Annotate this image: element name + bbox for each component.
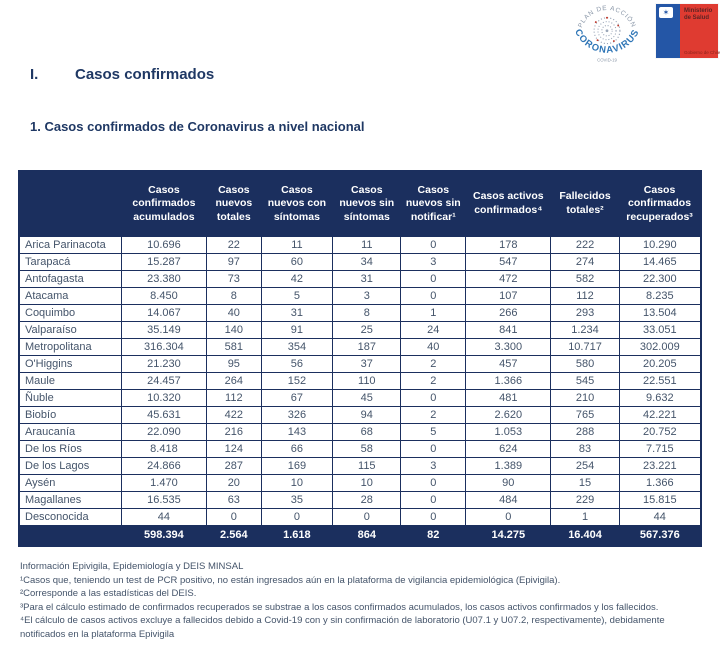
cell-value: 67 <box>261 390 333 407</box>
cell-value: 31 <box>333 271 401 288</box>
table-row <box>19 390 701 407</box>
cell-value: 44 <box>121 509 206 526</box>
cell-value: 484 <box>466 492 551 509</box>
cell-value: 152 <box>261 373 333 390</box>
cell-value: 35.149 <box>121 322 206 339</box>
virus-center-dot <box>606 29 609 32</box>
logo-arc-bottom-text: CORONAVIRUS <box>572 27 642 56</box>
table-row <box>19 237 701 254</box>
cell-value: 316.304 <box>121 339 206 356</box>
cell-value: 0 <box>466 509 551 526</box>
cell-value: 1.366 <box>466 373 551 390</box>
cell-value: 73 <box>207 271 262 288</box>
section-number: I. <box>30 66 39 83</box>
region-name: Coquimbo <box>19 305 121 322</box>
cell-value: 28 <box>333 492 401 509</box>
cell-value: 112 <box>207 390 262 407</box>
cell-value: 24 <box>401 322 466 339</box>
table-row <box>19 475 701 492</box>
table-row <box>19 356 701 373</box>
region-name: De los Lagos <box>19 458 121 475</box>
table-row <box>19 305 701 322</box>
cell-value: 841 <box>466 322 551 339</box>
virus-red-dot <box>606 17 608 19</box>
cell-value: 582 <box>551 271 619 288</box>
header-logos <box>563 4 718 66</box>
cell-value: 8.418 <box>121 441 206 458</box>
cell-value: 60 <box>261 254 333 271</box>
cell-value: 3 <box>401 458 466 475</box>
cell-value: 472 <box>466 271 551 288</box>
cell-value: 567.376 <box>619 526 701 547</box>
cell-value: 35 <box>261 492 333 509</box>
cell-value: 44 <box>619 509 701 526</box>
region-name: Biobío <box>19 407 121 424</box>
government-name: Gobierno de Chile <box>684 50 720 55</box>
region-name: Ñuble <box>19 390 121 407</box>
cell-value: 0 <box>207 509 262 526</box>
table-footer <box>19 526 701 547</box>
cell-value: 115 <box>333 458 401 475</box>
table-row <box>19 373 701 390</box>
virus-red-dot <box>597 39 599 41</box>
column-header-confirmados-acumulados: Casos confirmados acumulados <box>121 171 206 237</box>
cell-value: 2 <box>401 373 466 390</box>
region-name: Valparaíso <box>19 322 121 339</box>
cell-value: 3 <box>401 254 466 271</box>
ministry-name: Ministerio de Salud <box>684 8 713 21</box>
cell-value: 112 <box>551 288 619 305</box>
cell-value: 22.551 <box>619 373 701 390</box>
table-row <box>19 492 701 509</box>
cell-value: 288 <box>551 424 619 441</box>
table-row <box>19 509 701 526</box>
cell-value: 765 <box>551 407 619 424</box>
cell-value: 22.300 <box>619 271 701 288</box>
region-name: Tarapacá <box>19 254 121 271</box>
cell-value: 23.380 <box>121 271 206 288</box>
table-row <box>19 458 701 475</box>
column-header-nuevos-con-sintomas: Casos nuevos con síntomas <box>261 171 333 237</box>
cell-value: 97 <box>207 254 262 271</box>
cell-value: 1.618 <box>261 526 333 547</box>
cell-value: 624 <box>466 441 551 458</box>
cell-value: 140 <box>207 322 262 339</box>
cell-value: 274 <box>551 254 619 271</box>
cell-value: 14.067 <box>121 305 206 322</box>
cell-value: 187 <box>333 339 401 356</box>
cell-value: 8.235 <box>619 288 701 305</box>
region-name: Metropolitana <box>19 339 121 356</box>
cell-value: 107 <box>466 288 551 305</box>
cell-value: 56 <box>261 356 333 373</box>
cell-value: 22.090 <box>121 424 206 441</box>
total-row <box>19 526 701 547</box>
column-header-nuevos-totales: Casos nuevos totales <box>207 171 262 237</box>
cell-value: 10.290 <box>619 237 701 254</box>
cell-value: 0 <box>401 441 466 458</box>
cell-value: 68 <box>333 424 401 441</box>
footnote-1: ¹Casos que, teniendo un test de PCR positivo, no están ingresados aún en la plataforma de vigilancia epidemiológica (Epivigila). <box>20 574 561 586</box>
cell-value: 1 <box>401 305 466 322</box>
cell-value: 354 <box>261 339 333 356</box>
ministerio-salud-logo <box>656 4 718 58</box>
cell-value: 0 <box>261 509 333 526</box>
cell-value: 287 <box>207 458 262 475</box>
cell-value: 1.389 <box>466 458 551 475</box>
column-header-nuevos-sin-sintomas: Casos nuevos sin síntomas <box>333 171 401 237</box>
column-header-region <box>19 171 121 237</box>
region-name: Aysén <box>19 475 121 492</box>
cell-value: 34 <box>333 254 401 271</box>
virus-red-dot <box>613 40 615 42</box>
cell-value: 169 <box>261 458 333 475</box>
cell-value: 20 <box>207 475 262 492</box>
cell-value: 45.631 <box>121 407 206 424</box>
table-row <box>19 441 701 458</box>
cell-value: 83 <box>551 441 619 458</box>
cell-value: 110 <box>333 373 401 390</box>
table-row <box>19 407 701 424</box>
cell-value: 254 <box>551 458 619 475</box>
cell-value: 5 <box>401 424 466 441</box>
virus-red-dot <box>617 25 619 27</box>
cell-value: 1.366 <box>619 475 701 492</box>
cell-value: 10.696 <box>121 237 206 254</box>
cell-value: 14.275 <box>466 526 551 547</box>
virus-red-dot <box>595 21 597 23</box>
cell-value: 1.234 <box>551 322 619 339</box>
cell-value: 20.752 <box>619 424 701 441</box>
cell-value: 8 <box>207 288 262 305</box>
cell-value: 0 <box>401 390 466 407</box>
cell-value: 22 <box>207 237 262 254</box>
logo-covid19-caption: COVID-19 <box>597 57 617 63</box>
cell-value: 216 <box>207 424 262 441</box>
cell-value: 15.815 <box>619 492 701 509</box>
table-row <box>19 288 701 305</box>
cell-value: 124 <box>207 441 262 458</box>
cell-value: 15.287 <box>121 254 206 271</box>
footnote-source: Información Epivigila, Epidemiología y DEIS MINSAL <box>20 561 244 572</box>
region-name: Desconocida <box>19 509 121 526</box>
footnote-2: ²Corresponde a las estadísticas del DEIS. <box>20 588 197 599</box>
cell-value: 14.465 <box>619 254 701 271</box>
cell-value: 229 <box>551 492 619 509</box>
cell-value: 91 <box>261 322 333 339</box>
region-name: Maule <box>19 373 121 390</box>
cell-value: 302.009 <box>619 339 701 356</box>
footnote-4: ⁴El cálculo de casos activos excluye a fallecidos debido a Covid-19 con y sin confirmación de laboratorio (U07.1 y U07.2, respectivamente), debidamente notificados en la plataforma Epivigila <box>20 615 665 640</box>
cell-value: 3.300 <box>466 339 551 356</box>
cell-value: 66 <box>261 441 333 458</box>
cell-value: 222 <box>551 237 619 254</box>
region-name: Arica Parinacota <box>19 237 121 254</box>
column-header-nuevos-sin-notificar: Casos nuevos sin notificar¹ <box>401 171 466 237</box>
table-row <box>19 254 701 271</box>
logo-arc-top-text: PLAN DE ACCIÓN <box>577 4 637 29</box>
cell-value: 11 <box>333 237 401 254</box>
cell-value: 457 <box>466 356 551 373</box>
region-name: Atacama <box>19 288 121 305</box>
cell-value: 8.450 <box>121 288 206 305</box>
cell-value: 1 <box>551 509 619 526</box>
cell-value: 0 <box>401 509 466 526</box>
footnotes <box>20 560 704 641</box>
ministry-logo-blue-field <box>656 4 680 58</box>
cell-value: 24.457 <box>121 373 206 390</box>
cell-value: 0 <box>333 509 401 526</box>
column-header-activos-confirmados: Casos activos confirmados⁴ <box>466 171 551 237</box>
region-name: Antofagasta <box>19 271 121 288</box>
column-header-fallecidos-totales: Fallecidos totales² <box>551 171 619 237</box>
cell-value: 25 <box>333 322 401 339</box>
cell-value: 5 <box>261 288 333 305</box>
cell-value: 2 <box>401 356 466 373</box>
table-header-row <box>19 171 701 237</box>
cell-value: 82 <box>401 526 466 547</box>
cell-value: 0 <box>401 288 466 305</box>
cases-table <box>18 170 702 547</box>
cell-value: 0 <box>401 237 466 254</box>
cell-value: 0 <box>401 475 466 492</box>
cell-value: 21.230 <box>121 356 206 373</box>
cell-value: 293 <box>551 305 619 322</box>
section-heading <box>30 66 630 83</box>
cell-value: 580 <box>551 356 619 373</box>
cell-value: 42 <box>261 271 333 288</box>
cell-value: 143 <box>261 424 333 441</box>
cell-value: 10 <box>261 475 333 492</box>
cell-value: 45 <box>333 390 401 407</box>
cell-value: 547 <box>466 254 551 271</box>
table-row <box>19 271 701 288</box>
cell-value: 10.717 <box>551 339 619 356</box>
cell-value: 545 <box>551 373 619 390</box>
cell-value: 42.221 <box>619 407 701 424</box>
cell-value: 33.051 <box>619 322 701 339</box>
cell-value: 864 <box>333 526 401 547</box>
cell-value: 94 <box>333 407 401 424</box>
cell-value: 598.394 <box>121 526 206 547</box>
cell-value: 422 <box>207 407 262 424</box>
region-name: De los Ríos <box>19 441 121 458</box>
cell-value: 31 <box>261 305 333 322</box>
cell-value: 10 <box>333 475 401 492</box>
cell-value: 40 <box>401 339 466 356</box>
region-name: O'Higgins <box>19 356 121 373</box>
cell-value: 210 <box>551 390 619 407</box>
region-name: Magallanes <box>19 492 121 509</box>
cell-value: 8 <box>333 305 401 322</box>
table-row <box>19 322 701 339</box>
plan-accion-coronavirus-logo <box>563 4 651 66</box>
cell-value: 24.866 <box>121 458 206 475</box>
cell-value: 16.404 <box>551 526 619 547</box>
cell-value: 326 <box>261 407 333 424</box>
cell-value: 9.632 <box>619 390 701 407</box>
cell-value: 7.715 <box>619 441 701 458</box>
cell-value: 481 <box>466 390 551 407</box>
cell-value: 0 <box>401 271 466 288</box>
cell-value: 266 <box>466 305 551 322</box>
table-body <box>19 237 701 526</box>
cell-value: 95 <box>207 356 262 373</box>
region-name: Araucanía <box>19 424 121 441</box>
ministry-logo-red-field <box>680 4 718 58</box>
cell-value: 1.053 <box>466 424 551 441</box>
cell-value: 23.221 <box>619 458 701 475</box>
cell-value: 10.320 <box>121 390 206 407</box>
cell-value: 40 <box>207 305 262 322</box>
cell-value: 90 <box>466 475 551 492</box>
table-row <box>19 339 701 356</box>
footnote-3: ³Para el cálculo estimado de confirmados recuperados se substrae a los casos confirmados acumulados, los casos activos confirmados y los fallecidos. <box>20 601 659 613</box>
cell-value: 3 <box>333 288 401 305</box>
cell-value: 264 <box>207 373 262 390</box>
cell-value: 11 <box>261 237 333 254</box>
cell-value: 58 <box>333 441 401 458</box>
cell-value: 581 <box>207 339 262 356</box>
cell-value: 0 <box>401 492 466 509</box>
cell-value: 13.504 <box>619 305 701 322</box>
table-row <box>19 424 701 441</box>
cell-value: 2.620 <box>466 407 551 424</box>
subsection-title: 1. Casos confirmados de Coronavirus a nivel nacional <box>30 119 365 134</box>
cell-value: 1.470 <box>121 475 206 492</box>
cell-value: 37 <box>333 356 401 373</box>
region-name <box>19 526 121 547</box>
cell-value: 2 <box>401 407 466 424</box>
cell-value: 2.564 <box>207 526 262 547</box>
cell-value: 15 <box>551 475 619 492</box>
cell-value: 16.535 <box>121 492 206 509</box>
section-title: Casos confirmados <box>75 66 215 83</box>
cell-value: 63 <box>207 492 262 509</box>
chile-coat-of-arms-icon: ✶ <box>659 7 673 18</box>
column-header-confirmados-recuperados: Casos confirmados recuperados³ <box>619 171 701 237</box>
cell-value: 178 <box>466 237 551 254</box>
cell-value: 20.205 <box>619 356 701 373</box>
